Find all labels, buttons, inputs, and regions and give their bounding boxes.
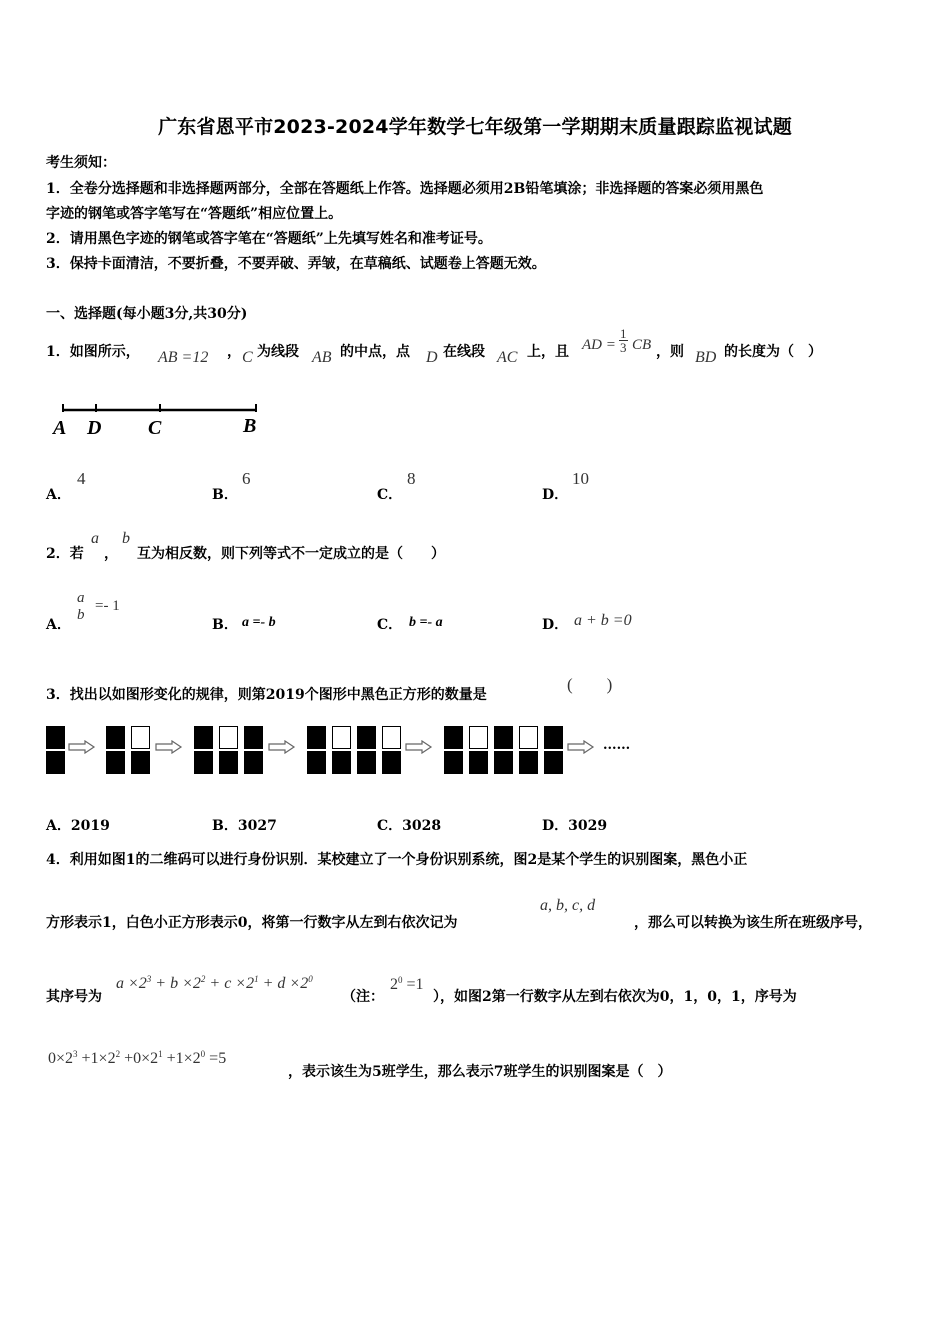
formula-term: =5 (205, 1050, 227, 1067)
q1-option-c-value: 8 (407, 469, 416, 488)
black-square (106, 726, 125, 749)
black-square (357, 726, 376, 749)
formula-exponent: 0 (308, 974, 313, 984)
black-square (194, 751, 213, 774)
q4-text-line1: 4．利用如图1的二维码可以进行身份识别．某校建立了一个身份识别系统，图2是某个学生的识别图案，黑色小正 (46, 852, 748, 868)
q4-text: ，那么可以转换为该生所在班级序号， (634, 915, 872, 931)
notice-item: 字迹的钢笔或答字笔写在“答题纸”相应位置上。 (46, 206, 343, 222)
q3-pattern-figure (46, 726, 646, 778)
q1-math: C (242, 349, 253, 366)
formula-exponent: 2 (200, 974, 206, 984)
black-square (469, 751, 488, 774)
white-square (332, 726, 351, 749)
formula-term: + c ×2 (205, 975, 255, 992)
formula-term: + b ×2 (151, 975, 201, 992)
black-square (46, 751, 65, 774)
white-square (219, 726, 238, 749)
q1-text: 的中点，点 (340, 344, 410, 360)
black-square (219, 751, 238, 774)
q3-option-b-value: 3027 (237, 818, 277, 834)
black-square (544, 726, 563, 749)
formula-term: +0×2 (120, 1050, 159, 1067)
q2-option-a-fraction (76, 590, 86, 624)
right-arrow-icon (68, 740, 96, 754)
fraction-numerator: 1 (620, 326, 627, 341)
q1-option-d-label: D． (542, 487, 569, 503)
right-arrow-icon (567, 740, 595, 754)
notice-heading: 考生须知： (46, 155, 116, 171)
black-square (332, 751, 351, 774)
q3-option-c-label: C． (377, 818, 403, 834)
q2-option-d-label: D． (542, 617, 569, 633)
notice-item: 2．请用黑色字迹的钢笔或答字笔在“答题纸”上先填写姓名和准考证号。 (46, 231, 492, 247)
black-square (444, 726, 463, 749)
white-square (131, 726, 150, 749)
q3-option-d (542, 815, 607, 835)
right-arrow-icon (405, 740, 433, 754)
q1-option-c-label: C． (377, 487, 403, 503)
formula-exponent: 2 (115, 1049, 121, 1059)
q1-text: 上，且 (527, 344, 569, 360)
right-arrow-icon (268, 740, 296, 754)
black-square (544, 751, 563, 774)
q3-option-a-value: 2019 (70, 818, 110, 834)
q3-option-a (46, 815, 110, 835)
q1-math: AB =12 (158, 349, 209, 366)
q2-option-d-value: a + b =0 (574, 612, 632, 629)
point-label-c: C (148, 417, 162, 439)
q1-text: 的长度为（ ） (724, 344, 822, 360)
formula-exponent: 3 (146, 974, 152, 984)
point-label-a: A (53, 417, 67, 439)
formula-term: 0×2 (48, 1050, 74, 1067)
formula-term: + d ×2 (258, 975, 309, 992)
q1-option-b-label: B． (212, 487, 238, 503)
white-square (382, 726, 401, 749)
q1-text: 1．如图所示， (46, 344, 140, 360)
q2-option-c-value: b =- a (409, 615, 443, 630)
black-square (382, 751, 401, 774)
black-square (46, 726, 65, 749)
q3-option-d-value: 3029 (568, 818, 608, 834)
q2-option-b-label: B． (212, 617, 238, 633)
q3-option-c (377, 815, 441, 835)
q2-math-a: a (91, 530, 99, 547)
q1-math: D (426, 349, 438, 366)
white-square (469, 726, 488, 749)
q3-option-a-label: A． (46, 818, 71, 834)
formula-term: +1×2 (162, 1050, 201, 1067)
q1-text: ，则 (656, 344, 684, 360)
q1-math: AC (497, 349, 518, 366)
q2-math-b: b (122, 530, 130, 547)
q1-option-a-value: 4 (77, 469, 86, 488)
q3-option-b (212, 815, 277, 835)
note-base: 2 (390, 976, 398, 993)
q2-option-a-label: A． (46, 617, 71, 633)
black-square (194, 726, 213, 749)
q1-option-b-value: 6 (242, 469, 251, 488)
q4-note-math (390, 975, 424, 994)
black-square (494, 726, 513, 749)
note-exponent: 0 (398, 975, 403, 985)
black-square (244, 751, 263, 774)
q4-text: ），如图2第一行数字从左到右依次为0，1，0，1，序号为 (433, 989, 797, 1005)
black-square (519, 751, 538, 774)
q1-math: CB (632, 337, 652, 353)
q1-option-a-label: A． (46, 487, 71, 503)
formula-exponent: 1 (254, 974, 259, 984)
q4-formula (116, 974, 313, 993)
q4-text: 其序号为 (46, 989, 102, 1005)
q2-option-c-label: C． (377, 617, 403, 633)
pattern-ellipsis: ...... (603, 738, 631, 753)
section-heading: 一、选择题(每小题3分,共30分) (46, 306, 248, 322)
right-arrow-icon (155, 740, 183, 754)
black-square (307, 751, 326, 774)
q1-fraction (619, 327, 628, 354)
q2-text: 2．若 (46, 546, 84, 562)
fraction-denominator: b (77, 607, 85, 623)
q1-math: AD = (582, 337, 616, 353)
page-title: 广东省恩平市2023-2024学年数学七年级第一学期期末质量跟踪监视试题 (158, 116, 792, 138)
q1-math: BD (695, 349, 717, 366)
black-square (106, 751, 125, 774)
black-square (307, 726, 326, 749)
q4-math-variables: a, b, c, d (540, 897, 596, 914)
fraction-numerator: a (77, 590, 85, 606)
black-square (444, 751, 463, 774)
q1-text: 为线段 (257, 344, 299, 360)
q1-option-d-value: 10 (572, 469, 589, 488)
q2-text: 互为相反数，则下列等式不一定成立的是（ ） (137, 546, 445, 562)
q2-text: ， (104, 546, 118, 562)
q3-text: 3．找出以如图形变化的规律，则第2019个图形中黑色正方形的数量是 (46, 687, 487, 703)
q4-text: （注： (342, 989, 384, 1005)
point-label-b: B (243, 415, 257, 437)
q3-option-d-label: D． (542, 818, 569, 834)
fraction-denominator: 3 (620, 340, 627, 355)
white-square (519, 726, 538, 749)
black-square (244, 726, 263, 749)
black-square (357, 751, 376, 774)
q3-paren: ( ) (567, 675, 613, 694)
q1-math: AB (312, 349, 332, 366)
q1-text: ， (227, 344, 241, 360)
q1-text: 在线段 (443, 344, 485, 360)
notice-item: 3．保持卡面清洁，不要折叠，不要弄破、弄皱，在草稿纸、试题卷上答题无效。 (46, 256, 546, 272)
q4-text: 方形表示1，白色小正方形表示0，将第一行数字从左到右依次记为 (46, 915, 458, 931)
note-value: =1 (402, 976, 424, 993)
formula-term: +1×2 (77, 1050, 116, 1067)
q2-option-b-value: a =- b (242, 615, 276, 630)
formula-exponent: 0 (200, 1049, 206, 1059)
formula-term: a ×2 (116, 975, 147, 992)
point-label-d: D (87, 417, 102, 439)
q1-segment-figure (46, 398, 276, 440)
q3-option-b-label: B． (212, 818, 238, 834)
black-square (131, 751, 150, 774)
formula-exponent: 3 (73, 1049, 78, 1059)
q4-text: ，表示该生为5班学生，那么表示7班学生的识别图案是（ ） (288, 1064, 672, 1080)
notice-item: 1．全卷分选择题和非选择题两部分，全部在答题纸上作答。选择题必须用2B铅笔填涂；非选择题的答案必须用黑色 (46, 181, 764, 197)
q2-option-a-value: =- 1 (95, 598, 120, 614)
formula-exponent: 1 (158, 1049, 163, 1059)
black-square (494, 751, 513, 774)
q3-option-c-value: 3028 (402, 818, 442, 834)
q4-example-formula (48, 1049, 226, 1068)
